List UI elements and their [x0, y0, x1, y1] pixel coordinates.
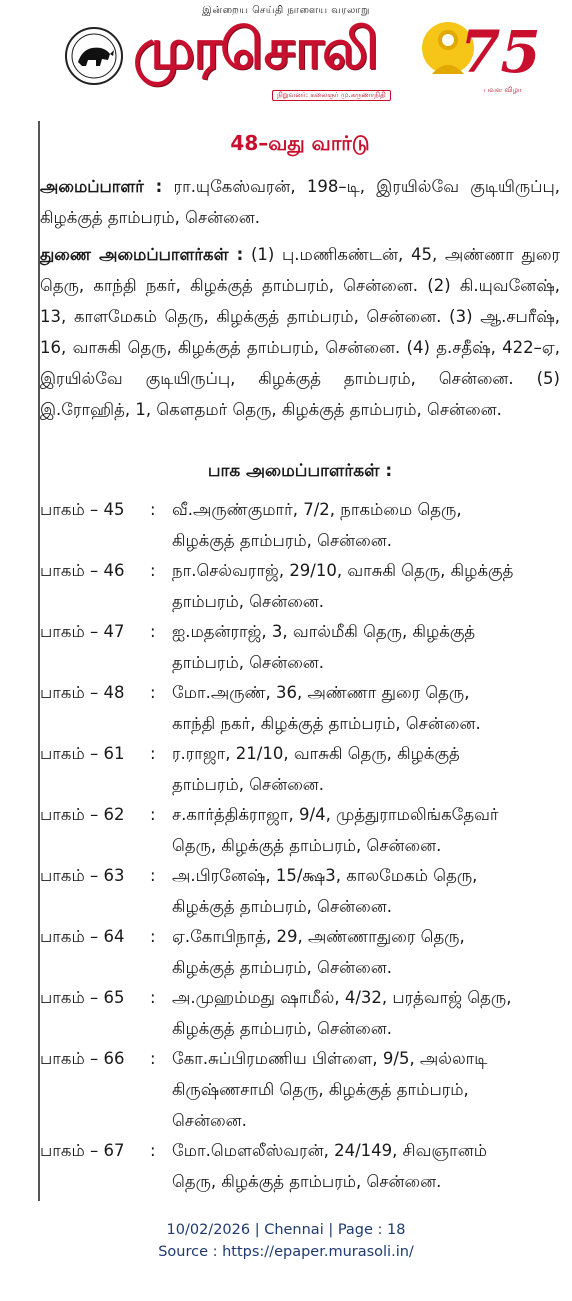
booth-line2: தாம்பரம், சென்னை. — [172, 653, 325, 672]
booth-separator: : — [150, 622, 156, 641]
booth-line1: ச.கார்த்திக்ராஜா, 9/4, முத்துராமலிங்கதேவர் — [172, 805, 499, 824]
booth-line1: கோ.சுப்பிரமணிய பிள்ளை, 9/5, அல்லாடி — [172, 1049, 488, 1068]
footer-source: Source : https://epaper.murasoli.in/ — [158, 1244, 414, 1260]
booth-text — [172, 616, 558, 678]
booth-line1: அ.முஹம்மது ஷாமீல், 4/32, பரத்வாஜ் தெரு, — [172, 988, 512, 1007]
booth-label: பாகம் – 47 — [40, 622, 125, 641]
booth-line2: கிழக்குத் தாம்பரம், சென்னை. — [172, 1019, 392, 1038]
booth-label: பாகம் – 48 — [40, 683, 125, 702]
booth-label: பாகம் – 65 — [40, 988, 125, 1007]
booth-separator: : — [150, 500, 156, 519]
booth-label: பாகம் – 63 — [40, 866, 125, 885]
booth-line1: அ.பிரனேஷ், 15/க்ஷ3, காலமேகம் தெரு, — [172, 866, 478, 885]
party-emblem-icon — [64, 26, 124, 86]
booth-text — [172, 1135, 558, 1197]
tagline: இன்றைய செய்தி நாளைய வரலாறு — [202, 5, 370, 16]
booth-separator: : — [150, 1141, 156, 1160]
booth-line2: தெரு, கிழக்குத் தாம்பரம், சென்னை. — [172, 1172, 442, 1191]
booth-line2: கிழக்குத் தாம்பரம், சென்னை. — [172, 531, 392, 550]
booth-separator: : — [150, 988, 156, 1007]
booth-text — [172, 677, 558, 739]
booth-line2: கிழக்குத் தாம்பரம், சென்னை. — [172, 958, 392, 977]
booth-label: பாகம் – 67 — [40, 1141, 125, 1160]
booth-text — [172, 555, 558, 617]
anniversary-75-logo — [418, 10, 541, 102]
booth-separator: : — [150, 744, 156, 763]
booth-text — [172, 860, 558, 922]
deputy-text: (1) பு.மணிகண்டன், 45, அண்ணா துரை தெரு, காந்தி நகர், கிழக்குத் தாம்பரம், சென்னை. (2) கி.யுவனேஷ், 13, காளமேகம் தெரு, கிழக்குத் தாம்பரம், சென்னை. (3) ஆ.சபரீஷ், 16, வாசுகி தெரு, கிழக்குத் தாம்பரம், சென்னை. (4) த.சதீஷ், 422–ஏ, இரயில்வே குடியிருப்பு, கிழக்குத் தாம்பரம், சென்னை. (5) இ.ரோஹித், 1, கௌதமர் தெரு, கிழக்குத் தாம்பரம், சென்னை. — [40, 245, 561, 419]
booth-line1: ஏ.கோபிநாத், 29, அண்ணாதுரை தெரு, — [172, 927, 465, 946]
booth-label: பாகம் – 61 — [40, 744, 125, 763]
booth-separator: : — [150, 866, 156, 885]
booth-line1: ஐ.மதன்ராஜ், 3, வால்மீகி தெரு, கிழக்குத் — [172, 622, 476, 641]
booth-label: பாகம் – 62 — [40, 805, 125, 824]
booth-separator: : — [150, 805, 156, 824]
booth-separator: : — [150, 1049, 156, 1068]
masthead — [0, 0, 572, 110]
booth-text — [172, 921, 558, 983]
ward-title: 48–வது வார்டு — [230, 131, 370, 155]
booth-line3: சென்னை. — [172, 1111, 247, 1130]
booth-line1: மோ.அருண், 36, அண்ணா துரை தெரு, — [172, 683, 470, 702]
booth-line1: மோ.மௌலீஸ்வரன், 24/149, சிவஞானம் — [172, 1141, 487, 1160]
masthead-brand: முரசொலி — [133, 17, 377, 82]
booth-line2: கிழக்குத் தாம்பரம், சென்னை. — [172, 897, 392, 916]
booth-line2: தாம்பரம், சென்னை. — [172, 592, 325, 611]
booth-line2: தாம்பரம், சென்னை. — [172, 775, 325, 794]
booth-separator: : — [150, 561, 156, 580]
booth-line2: காந்தி நகர், கிழக்குத் தாம்பரம், சென்னை. — [172, 714, 481, 733]
booth-label: பாகம் – 66 — [40, 1049, 125, 1068]
deputy-label: துணை அமைப்பாளர்கள் : — [40, 245, 244, 264]
booth-separator: : — [150, 683, 156, 702]
booth-line1: வீ.அருண்குமார், 7/2, நாகம்மை தெரு, — [172, 500, 462, 519]
booth-text — [172, 799, 558, 861]
booth-line1: நா.செல்வராஜ், 29/10, வாசுகி தெரு, கிழக்குத் — [172, 561, 514, 580]
booth-label: பாகம் – 45 — [40, 500, 125, 519]
booth-line1: ர.ராஜா, 21/10, வாசுகி தெரு, கிழக்குத் — [172, 744, 460, 763]
page-footer — [0, 1219, 572, 1263]
organizer-label: அமைப்பாளர் : — [40, 177, 163, 196]
founder-strip: நிறுவனர்: கலைஞர் மு.கருணாநிதி — [272, 90, 391, 101]
deputy-paragraph — [40, 239, 560, 425]
booth-text — [172, 494, 558, 556]
booth-text — [172, 738, 558, 800]
organizer-text: ரா.யுகேஸ்வரன், 198–டி, இரயில்வே குடியிருப்பு, கிழக்குத் தாம்பரம், சென்னை. — [40, 177, 560, 227]
footer-date-page: 10/02/2026 | Chennai | Page : 18 — [166, 1222, 406, 1238]
booth-separator: : — [150, 927, 156, 946]
booth-label: பாகம் – 64 — [40, 927, 125, 946]
booth-line2: கிருஷ்ணசாமி தெரு, கிழக்குத் தாம்பரம், — [172, 1080, 469, 1099]
booth-line2: தெரு, கிழக்குத் தாம்பரம், சென்னை. — [172, 836, 442, 855]
booth-text — [172, 1043, 558, 1136]
svg-text:75: 75 — [460, 18, 541, 86]
booth-heading: பாக அமைப்பாளர்கள் : — [207, 461, 393, 481]
booth-text — [172, 982, 558, 1044]
anniversary-label: பவள விழா — [484, 86, 522, 94]
booth-label: பாகம் – 46 — [40, 561, 125, 580]
organizer-paragraph — [40, 171, 560, 233]
